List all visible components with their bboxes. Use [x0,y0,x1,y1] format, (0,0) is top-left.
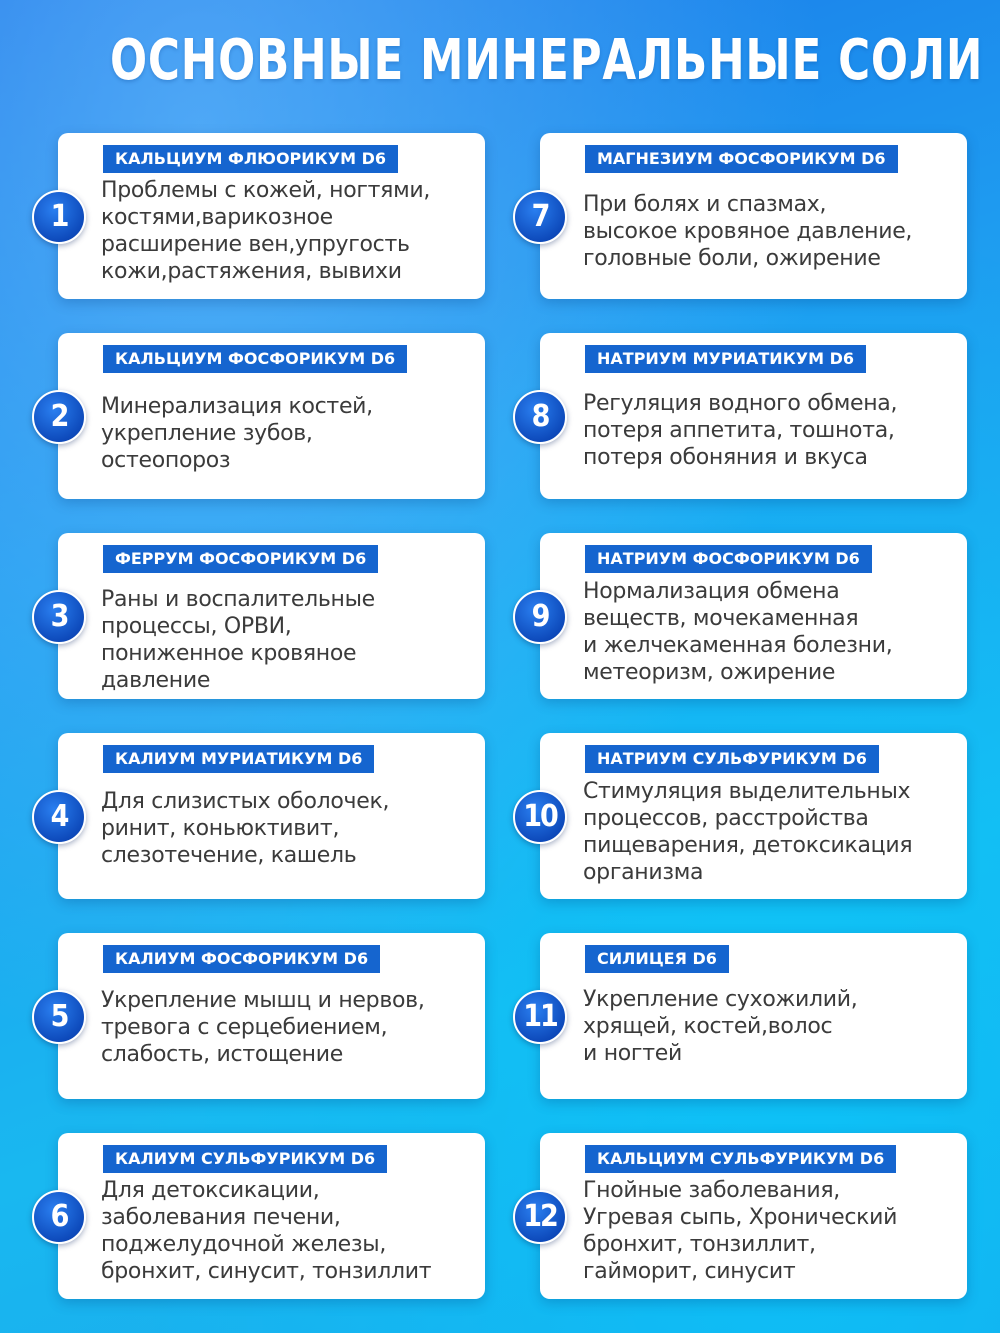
salt-card-2 [58,333,485,499]
number-badge-7: 7 [513,190,567,244]
salt-card-6 [58,1133,485,1299]
number-badge-12: 12 [513,1190,567,1244]
number-badge-10: 10 [513,790,567,844]
salt-name: КАЛИУМ ФОСФОРИКУМ D6 [103,945,380,973]
number-badge-6: 6 [32,1190,86,1244]
salt-card-3 [58,533,485,699]
salt-name: НАТРИУМ ФОСФОРИКУМ D6 [585,545,872,573]
salt-name: ФЕРРУМ ФОСФОРИКУМ D6 [103,545,378,573]
salt-description: Нормализация обмена веществ, мочекаменная и желчекаменная болезни, метеоризм, ожирение [583,579,893,685]
number-badge-8: 8 [513,390,567,444]
salt-name: КАЛИУМ СУЛЬФУРИКУМ D6 [103,1145,387,1173]
salt-description: Регуляция водного обмена, потеря аппетита, тошнота, потеря обоняния и вкуса [583,391,898,470]
salt-card-8 [540,333,967,499]
salt-name: НАТРИУМ СУЛЬФУРИКУМ D6 [585,745,879,773]
salt-card-9 [540,533,967,699]
number-badge-11: 11 [513,990,567,1044]
salt-description: Проблемы с кожей, ногтями, костями,варикозное расширение вен,упругость кожи,растяжения, вывихи [101,178,431,284]
salt-card-5 [58,933,485,1099]
number-badge-2: 2 [32,390,86,444]
salt-name: КАЛЬЦИУМ ФОСФОРИКУМ D6 [103,345,407,373]
number-badge-4: 4 [32,790,86,844]
number-badge-9: 9 [513,590,567,644]
salt-name: НАТРИУМ МУРИАТИКУМ D6 [585,345,866,373]
salt-name: КАЛИУМ МУРИАТИКУМ D6 [103,745,374,773]
salt-description: Укрепление сухожилий, хрящей, костей,волос и ногтей [583,987,858,1066]
number-badge-3: 3 [32,590,86,644]
salt-description: Гнойные заболевания, Угревая сыпь, Хронический бронхит, тонзиллит, гайморит, синусит [583,1178,898,1284]
salt-card-10 [540,733,967,899]
salt-description: Минерализация костей, укрепление зубов, остеопороз [101,394,373,473]
salt-description: Для детоксикации, заболевания печени, поджелудочной железы, бронхит, синусит, тонзиллит [101,1178,432,1284]
salt-name: СИЛИЦЕЯ D6 [585,945,729,973]
salt-description: Стимуляция выделительных процессов, расстройства пищеварения, детоксикация организма [583,779,913,885]
salt-card-12 [540,1133,967,1299]
salt-card-11 [540,933,967,1099]
number-badge-1: 1 [32,190,86,244]
salt-description: Для слизистых оболочек, ринит, коньюктивит, слезотечение, кашель [101,789,390,868]
salt-description: При болях и спазмах, высокое кровяное давление, головные боли, ожирение [583,192,913,271]
salt-name: МАГНЕЗИУМ ФОСФОРИКУМ D6 [585,145,898,173]
number-badge-5: 5 [32,990,86,1044]
salt-name: КАЛЬЦИУМ СУЛЬФУРИКУМ D6 [585,1145,896,1173]
salt-card-7 [540,133,967,299]
salt-name: КАЛЬЦИУМ ФЛЮОРИКУМ D6 [103,145,398,173]
page-title: ОСНОВНЫЕ МИНЕРАЛЬНЫЕ СОЛИ [110,28,984,93]
salt-description: Раны и воспалительные процессы, ОРВИ, пониженное кровяное давление [101,587,375,693]
salt-description: Укрепление мышц и нервов, тревога с серцебиением, слабость, истощение [101,988,425,1067]
salt-card-4 [58,733,485,899]
salt-card-1 [58,133,485,299]
